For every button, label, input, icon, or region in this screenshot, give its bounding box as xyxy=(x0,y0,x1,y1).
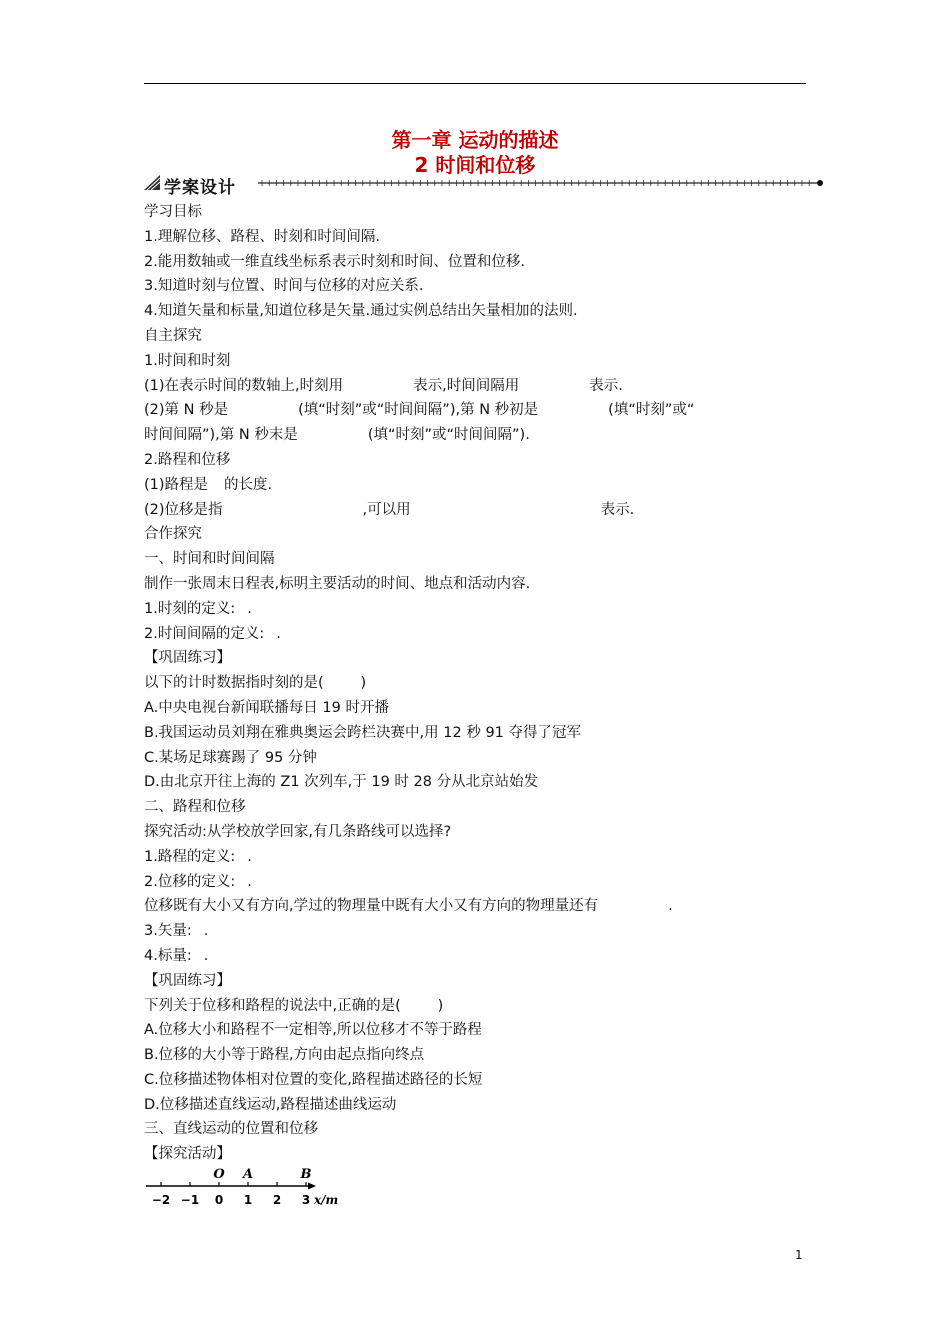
text-line xyxy=(144,225,806,250)
text-line xyxy=(144,349,806,374)
axis-tick-label: 3 xyxy=(301,1193,311,1207)
text-segment: 【巩固练习】 xyxy=(144,972,231,989)
text-line xyxy=(144,597,806,622)
text-line xyxy=(144,274,806,299)
text-line xyxy=(144,473,806,498)
text-line xyxy=(144,398,806,423)
axis-unit-label: x/m xyxy=(314,1193,339,1207)
text-line xyxy=(144,1068,806,1093)
text-segment: A.中央电视台新闻联播每日 19 时开播 xyxy=(144,699,389,716)
number-axis xyxy=(144,1166,344,1208)
axis-point-label: B xyxy=(300,1167,312,1182)
text-line xyxy=(144,795,806,820)
text-line xyxy=(144,721,806,746)
text-segment: 的长度. xyxy=(224,476,273,493)
banner-decoration xyxy=(144,172,824,194)
text-segment: 【巩固练习】 xyxy=(144,650,231,667)
text-line xyxy=(144,423,806,448)
text-line xyxy=(144,919,806,944)
text-segment: 一、时间和时间间隔 xyxy=(144,551,275,568)
text-segment: C.某场足球赛踢了 95 分钟 xyxy=(144,749,317,766)
text-segment: (填“时刻”或“时间间隔”),第 N 秒初是 xyxy=(298,402,539,419)
text-line xyxy=(144,1018,806,1043)
text-segment: 位移既有大小又有方向,学过的物理量中既有大小又有方向的物理量还有 xyxy=(144,898,599,915)
text-segment: (填“时刻”或“时间间隔”). xyxy=(367,427,530,444)
text-segment: . xyxy=(203,947,209,964)
text-segment: 3.矢量: xyxy=(144,923,192,940)
text-segment: 2.能用数轴或一维直线坐标系表示时刻和时间、位置和位移. xyxy=(144,253,525,270)
text-segment: (2)第 N 秒是 xyxy=(144,402,229,419)
text-line xyxy=(144,870,806,895)
text-segment: 下列关于位移和路程的说法中,正确的是( ) xyxy=(144,997,444,1014)
text-segment: . xyxy=(247,600,252,617)
text-line xyxy=(144,770,806,795)
text-line xyxy=(144,646,806,671)
axis-tick-label: −2 xyxy=(151,1193,171,1207)
section-title: 2 时间和位移 xyxy=(414,153,536,177)
text-line xyxy=(144,969,806,994)
text-line xyxy=(144,671,806,696)
text-line xyxy=(144,696,806,721)
text-line xyxy=(144,324,806,349)
section-banner xyxy=(144,172,824,198)
axis-tick-label: 1 xyxy=(243,1193,253,1207)
text-segment: B.我国运动员刘翔在雅典奥运会跨栏决赛中,用 12 秒 91 夺得了冠军 xyxy=(144,724,582,741)
axis-point-label: O xyxy=(213,1167,225,1182)
chapter-title: 第一章 运动的描述 xyxy=(391,128,559,152)
text-line xyxy=(144,1142,806,1167)
text-segment: . xyxy=(247,873,252,890)
text-segment: 自主探究 xyxy=(144,327,202,344)
text-segment: (填“时刻”或“ xyxy=(608,402,695,419)
text-segment: B.位移的大小等于路程,方向由起点指向终点 xyxy=(144,1047,425,1064)
text-line xyxy=(144,994,806,1019)
text-segment: 合作探究 xyxy=(144,526,202,543)
text-segment: D.由北京开往上海的 Z1 次列车,于 19 时 28 分从北京站始发 xyxy=(144,774,539,791)
text-segment: . xyxy=(276,625,281,642)
text-segment: 4.标量: xyxy=(144,947,192,964)
text-line xyxy=(144,820,806,845)
text-line xyxy=(144,894,806,919)
text-line xyxy=(144,498,806,523)
text-segment: 时间间隔”),第 N 秒末是 xyxy=(144,427,298,444)
text-segment: 2.时间间隔的定义: xyxy=(144,625,265,642)
text-segment: 1.理解位移、路程、时刻和时间间隔. xyxy=(144,228,380,245)
text-line xyxy=(144,845,806,870)
text-line xyxy=(144,547,806,572)
text-line xyxy=(144,572,806,597)
text-segment: 二、路程和位移 xyxy=(144,799,246,816)
text-line xyxy=(144,944,806,969)
axis-tick-label: 2 xyxy=(272,1193,282,1207)
text-line xyxy=(144,1117,806,1142)
text-segment: 表示. xyxy=(589,377,623,394)
text-segment: 三、直线运动的位置和位移 xyxy=(144,1121,318,1138)
text-line xyxy=(144,522,806,547)
text-segment: A.位移大小和路程不一定相等,所以位移才不等于路程 xyxy=(144,1022,482,1039)
text-segment: 制作一张周末日程表,标明主要活动的时间、地点和活动内容. xyxy=(144,575,531,592)
axis-tick-label: −1 xyxy=(180,1193,200,1207)
text-line xyxy=(144,1043,806,1068)
text-line xyxy=(144,374,806,399)
text-segment: (1)路程是 xyxy=(144,476,209,493)
text-segment: (1)在表示时间的数轴上,时刻用 xyxy=(144,377,344,394)
text-segment: 学习目标 xyxy=(144,204,202,220)
page-number: 1 xyxy=(795,1248,803,1262)
text-line xyxy=(144,622,806,647)
text-segment: D.位移描述直线运动,路程描述曲线运动 xyxy=(144,1096,397,1113)
number-axis-diagram xyxy=(144,1166,344,1212)
text-line xyxy=(144,250,806,275)
header-rule xyxy=(144,83,806,84)
text-segment: 1.时刻的定义: xyxy=(144,600,236,617)
text-line xyxy=(144,448,806,473)
text-segment: 4.知道矢量和标量,知道位移是矢量.通过实例总结出矢量相加的法则. xyxy=(144,303,578,320)
text-segment: 【探究活动】 xyxy=(144,1146,231,1163)
text-segment: 以下的计时数据指时刻的是( ) xyxy=(144,675,367,692)
text-segment: 探究活动:从学校放学回家,有几条路线可以选择? xyxy=(144,823,452,840)
axis-point-label: A xyxy=(242,1167,254,1182)
text-segment: 1.路程的定义: xyxy=(144,848,236,865)
text-segment: (2)位移是指 xyxy=(144,501,223,518)
text-segment: . xyxy=(247,848,252,865)
axis-tick-label: 0 xyxy=(214,1193,224,1207)
worksheet-body xyxy=(144,200,806,1167)
text-segment: C.位移描述物体相对位置的变化,路程描述路径的长短 xyxy=(144,1071,483,1088)
text-segment: . xyxy=(668,898,673,915)
text-line xyxy=(144,200,806,225)
text-segment: ,可以用 xyxy=(362,501,411,518)
text-segment: 2.路程和位移 xyxy=(144,451,231,468)
text-segment: 1.时间和时刻 xyxy=(144,352,231,369)
text-segment: 表示,时间间隔用 xyxy=(413,377,520,394)
text-segment: 表示. xyxy=(600,501,635,518)
text-line xyxy=(144,746,806,771)
text-segment: 2.位移的定义: xyxy=(144,873,236,890)
text-segment: 3.知道时刻与位置、时间与位移的对应关系. xyxy=(144,278,424,295)
banner-label: 学案设计 xyxy=(164,178,236,198)
text-line xyxy=(144,299,806,324)
text-line xyxy=(144,1093,806,1118)
text-segment: . xyxy=(203,923,209,940)
